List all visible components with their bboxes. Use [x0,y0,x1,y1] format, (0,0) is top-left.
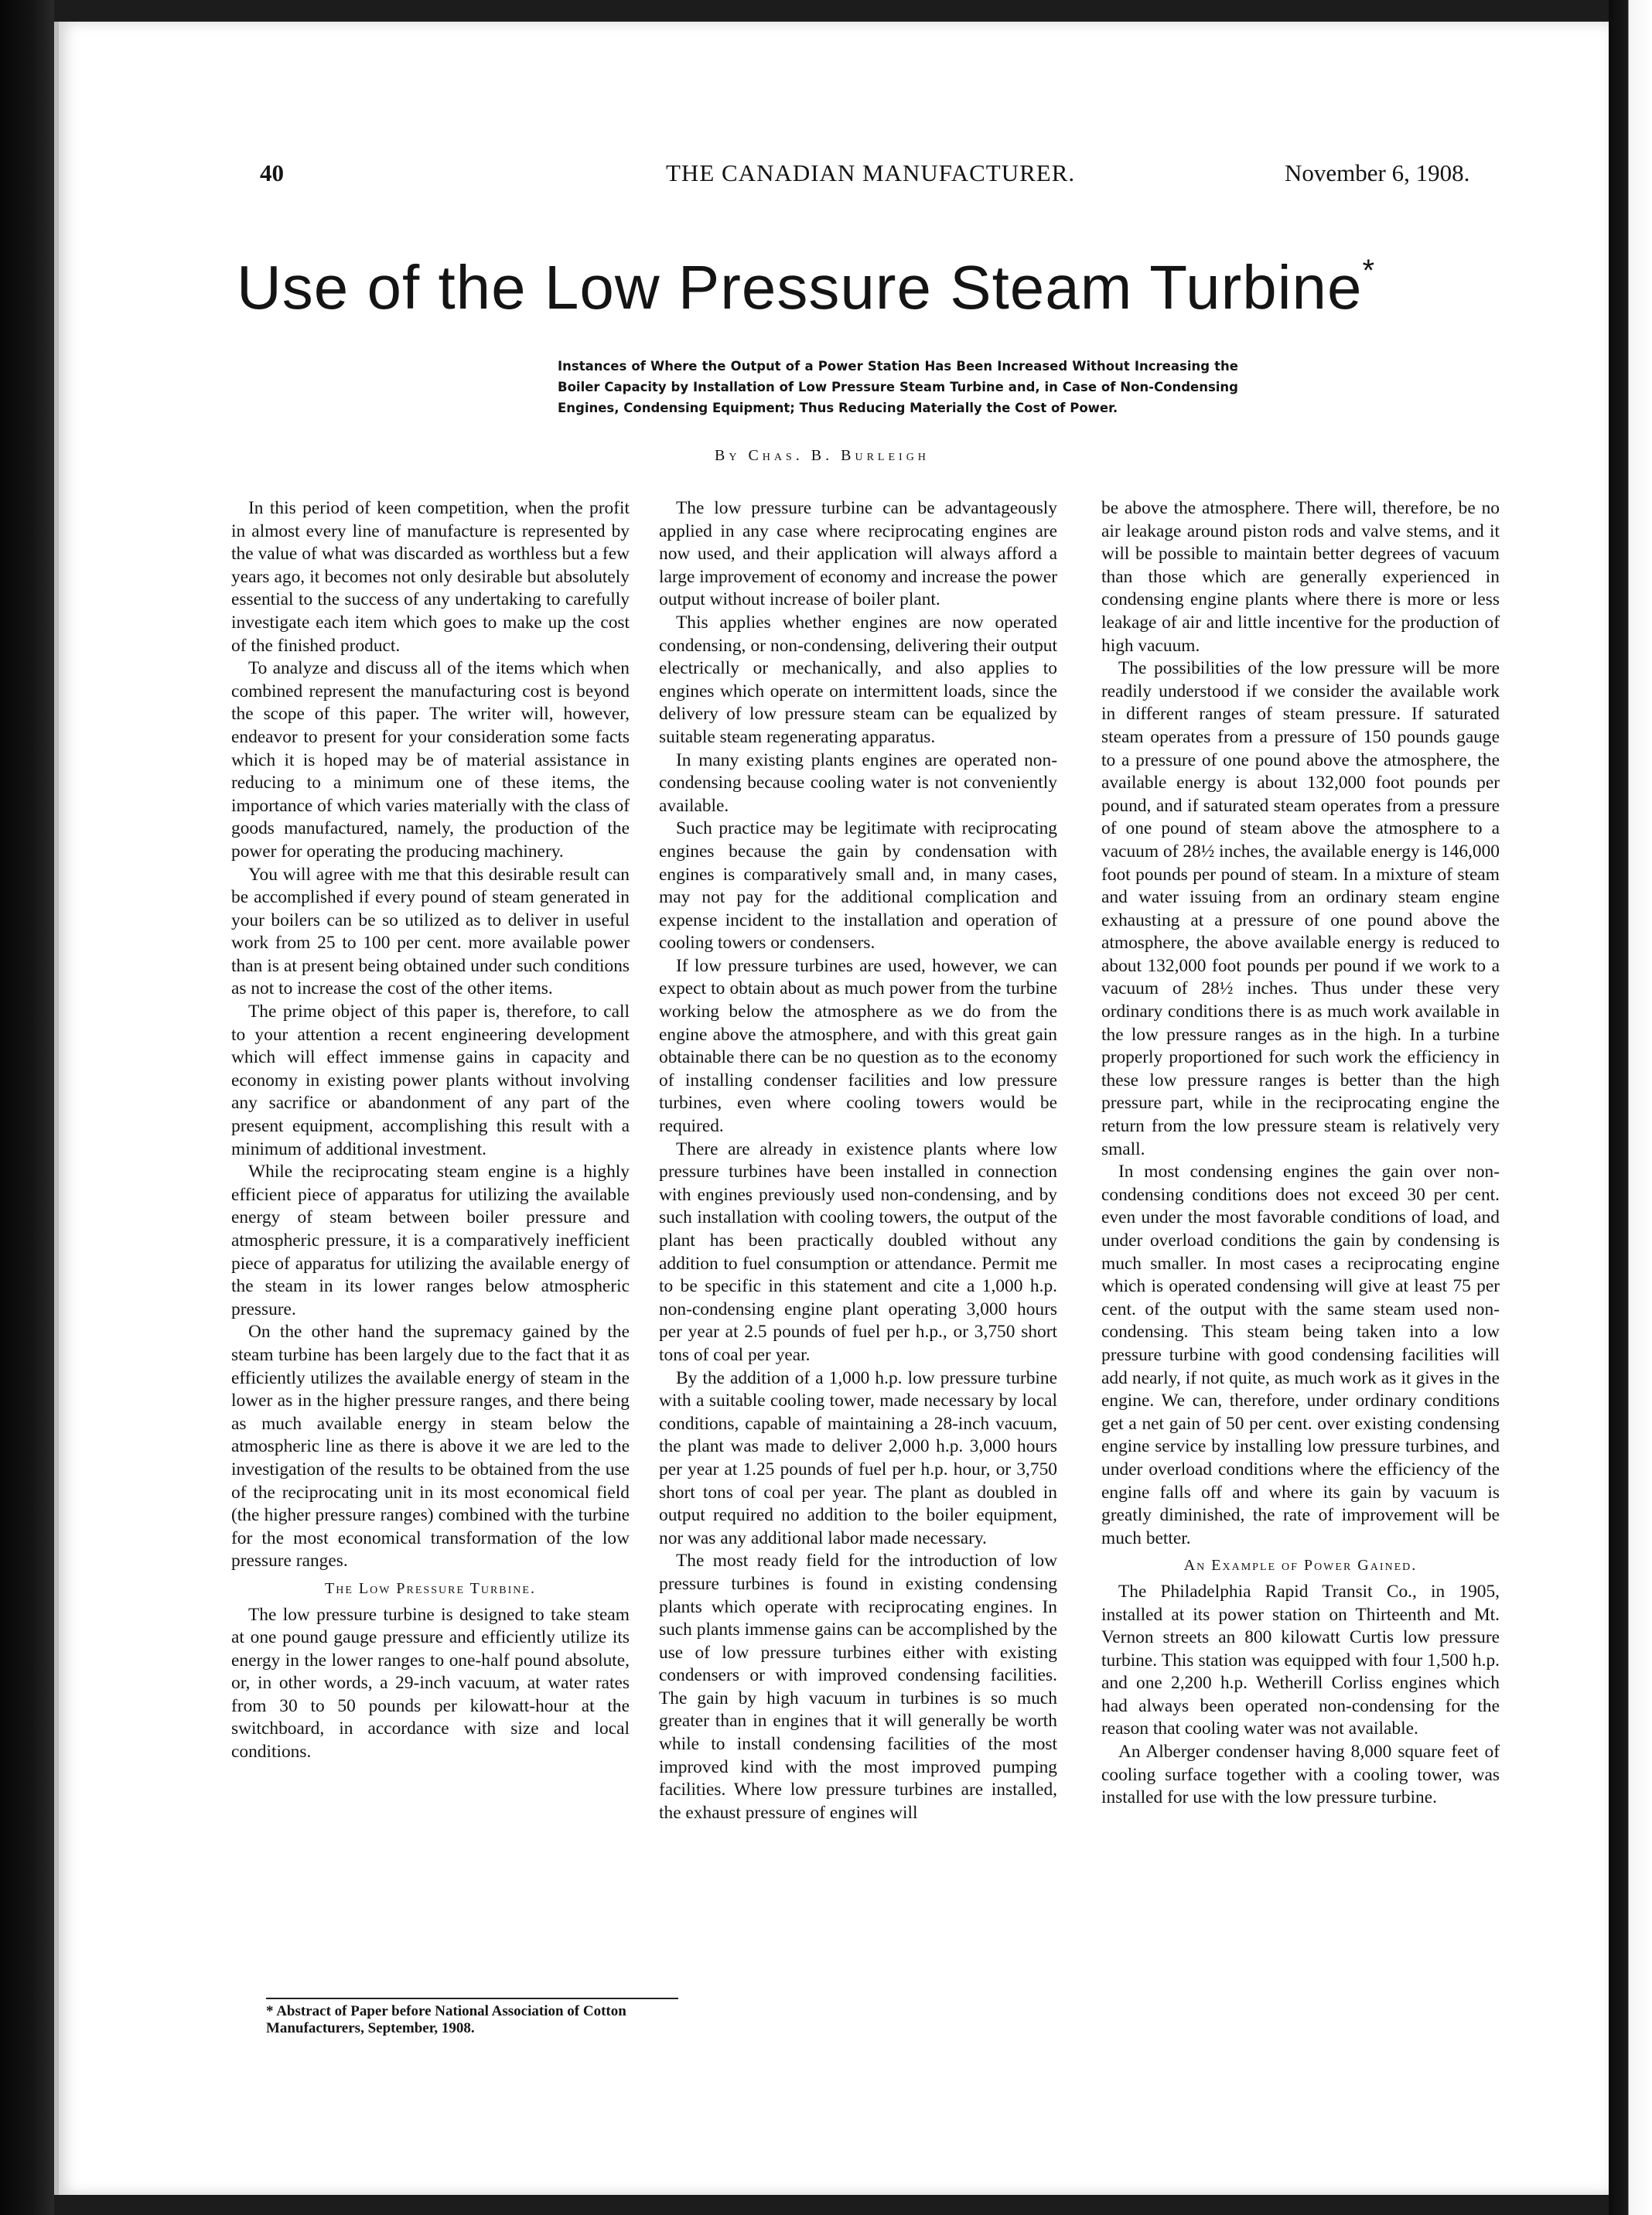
paragraph: In most condensing engines the gain over non-condensing conditions does not exceed 30 per cent. even under the most favorable conditions of load, and under overload conditions the gain by condensing is much smaller. In most cases a reciprocating engine which is operated condensing will give at least 75 per cent. of the output with the same steam used non-condensing. This steam being taken into a low pressure turbine with good condensing facilities will add nearly, if not quite, as much work as it gives in the engine. We can, therefore, under ordinary conditions get a net gain of 50 per cent. over existing condensing engine service by installing low pressure turbines, and under overload conditions where the efficiency of the engine falls off and where its gain by vacuum is greatly diminished, the rate of improvement will be much better. [1101,1162,1500,1548]
paragraph: If low pressure turbines are used, however, we can expect to obtain about as much power from the turbine working below the atmosphere as we do from the engine above the atmosphere, and with this great gain obtainable there can be no question as to the economy of installing condenser facilities and low pressure turbines, even where cooling towers would be required. [659,955,1057,1137]
journal-name: THE CANADIAN MANUFACTURER. [666,159,1076,186]
paragraph: The most ready field for the introduction of low pressure turbines is found in existing condensing plants which operate with reciprocating engines. In such plants immense gains can be accomplished by the use of low pressure turbines either with existing condensers or with improved condensing facilities. The gain by high vacuum in turbines is so much greater than in engines that it will generally be worth while to install condensing facilities of the most improved kind with the most improved pumping facilities. Where low pressure turbines are installed, the exhaust pressure of engines will [659,1551,1057,1823]
paragraph: To analyze and discuss all of the items which when combined represent the manufacturing cost is beyond the scope of this paper. The writer will, however, endeavor to present for your consideration some facts which it is hoped may be of material assistance in reducing to a minimum one of these items, the importance of which varies materially with the class of goods manufactured, namely, the production of the power for operating the producing machinery. [231,658,630,862]
footnote-divider [266,1998,678,1999]
paragraph: The low pressure turbine is designed to take steam at one pound gauge pressure and efficiently utilize its energy in the lower ranges to one-half pound absolute, or, in other words, a 29-inch vacuum, at water rates from 30 to 50 pounds per kilowatt-hour at the switchboard, in accordance with size and local conditions. [231,1604,630,1763]
article-title [237,252,1629,323]
section-heading: The Low Pressure Turbine. [325,1579,536,1597]
paragraph: While the reciprocating steam engine is a highly efficient piece of apparatus for utilizing the available energy of steam between boiler pressure and atmospheric pressure, it is a comparatively inefficient piece of apparatus for utilizing the available energy of the steam in its lower ranges below atmospheric pressure. [231,1162,630,1319]
column-1 [231,497,630,1764]
paragraph: An Alberger condenser having 8,000 square feet of cooling surface together with a cooling tower, was installed for use with the low pressure turbine. [1101,1742,1500,1808]
article-deck: Instances of Where the Output of a Power Station Has Been Increased Without Increasing the Boiler Capacity by Installation of Low Pressure Steam Turbine and, in Case of Non-Condensing Engines, Condensing Equipment; Thus Reducing Materially the Cost of Power. [558,359,1238,415]
paragraph: There are already in existence plants where low pressure turbines have been installed in connection with engines previously used non-condensing, and by such installation with cooling towers, the output of the plant has been practically doubled without any addition to fuel consumption or attendance. Permit me to be specific in this statement and cite a 1,000 h.p. non-condensing engine plant operating 3,000 hours per year at 2.5 pounds of fuel per h.p., or 3,750 short tons of coal per year. [659,1138,1057,1365]
paragraph: Such practice may be legitimate with reciprocating engines because the gain by condensation with engines is comparatively small and, in many cases, may not pay for the additional complication and expense incident to the installation and operation of cooling towers or condensers. [659,818,1057,954]
paragraph: In many existing plants engines are operated non-condensing because cooling water is not conveniently available. [659,749,1057,816]
paragraph: This applies whether engines are now operated condensing, or non-condensing, delivering their output electrically or mechanically, and also applies to engines which operate on intermittent loads, since the delivery of low pressure steam can be equalized by suitable steam regenerating apparatus. [659,612,1057,747]
paragraph: The Philadelphia Rapid Transit Co., in 1905, installed at its power station on Thirteenth and Mt. Vernon streets an 800 kilowatt Curtis low pressure turbine. This station was equipped with four 1,500 h.p. and one 2,200 h.p. Wetherill Corliss engines which had always been operated non-condensing for the reason that cooling water was not available. [1101,1581,1500,1739]
scan-margin-right [1609,0,1652,2215]
section-heading: An Example of Power Gained. [1183,1557,1418,1575]
paragraph: The possibilities of the low pressure will be more readily understood if we consider the available work in different ranges of steam pressure. If saturated steam operates from a pressure of 150 pounds gauge to a pressure of one pound above the atmosphere, the available energy is about 132,000 foot pounds per pound, and if saturated steam operates from a pressure of one pound of steam above the atmosphere to a vacuum of 28½ inches, the available energy is 146,000 foot pounds per pound of steam. In a mixture of steam and water issuing from an ordinary steam engine exhausting at a pressure of one pound above the atmosphere, the above available energy is reduced to about 132,000 foot pounds per pound if we work to a vacuum of 28½ inches. Thus under these very ordinary conditions there is as much work available in the low pressure ranges as in the high. In a turbine properly proportioned for such work the efficiency in these low pressure ranges is better than the high pressure part, while in the reciprocating engine the return from the low pressure steam is relatively very small. [1101,658,1500,1159]
column-3 [1101,497,1500,1810]
issue-date: November 6, 1908. [1285,159,1470,186]
footnote-marker: * [1362,254,1376,288]
document-page [54,22,1609,2195]
paragraph: By the addition of a 1,000 h.p. low pressure turbine with a suitable cooling tower, made necessary by local conditions, capable of maintaining a 28-inch vacuum, the plant was made to deliver 2,000 h.p. 3,000 hours per year at 1.25 pounds of fuel per h.p. hour, or 3,750 short tons of coal per year. The plant as doubled in output required no addition to the boiler equipment, nor was any additional labor made necessary. [659,1367,1057,1548]
byline: By Chas. B. Burleigh [715,447,930,464]
footnote: * Abstract of Paper before National Association of Cotton Manufacturers, September, 1908. [266,2003,626,2036]
page-number: 40 [260,159,284,186]
article-title-text: Use of the Low Pressure Steam Turbine [237,253,1363,322]
running-header [59,159,1609,206]
scan-margin-left [0,0,54,2215]
paragraph: You will agree with me that this desirable result can be accomplished if every pound of steam generated in your boilers can be so utilized as to deliver in useful work from 25 to 100 per cent. more available power than is at present being obtained under such conditions as not to increase the cost of the other items. [231,864,630,999]
paragraph: The low pressure turbine can be advantageously applied in any case where reciprocating engines are now used, and their application will always afford a large improvement of economy and increase the power output without increase of boiler plant. [659,498,1057,610]
paragraph: The prime object of this paper is, therefore, to call to your attention a recent engineering development which will effect immense gains in capacity and economy in existing power plants without involving any sacrifice or abandonment of any part of the present equipment, accomplishing this result with a minimum of additional investment. [231,1002,630,1159]
paragraph-continued: be above the atmosphere. There will, therefore, be no air leakage around piston rods and valve stems, and it will be possible to maintain better degrees of vacuum than those which are generally experienced in condensing engine plants where there is more or less leakage of air and little incentive for the production of high vacuum. [1101,498,1500,656]
paragraph: On the other hand the supremacy gained by the steam turbine has been largely due to the fact that it as efficiently utilizes the available energy of steam in the lower as in the higher pressure ranges, and there being as much available energy in steam below the atmospheric line as there is above it we are led to the investigation of the results to be obtained from the use of the reciprocating unit in its most economical field (the higher pressure ranges) combined with the turbine for the most economical transformation of the low pressure ranges. [231,1322,630,1572]
paragraph: In this period of keen competition, when the profit in almost every line of manufacture is represented by the value of what was discarded as worthless but a few years ago, it becomes not only desirable but absolutely essential to the success of any undertaking to carefully investigate each item which goes to make up the cost of the finished product. [231,498,630,656]
column-2 [659,497,1057,1824]
